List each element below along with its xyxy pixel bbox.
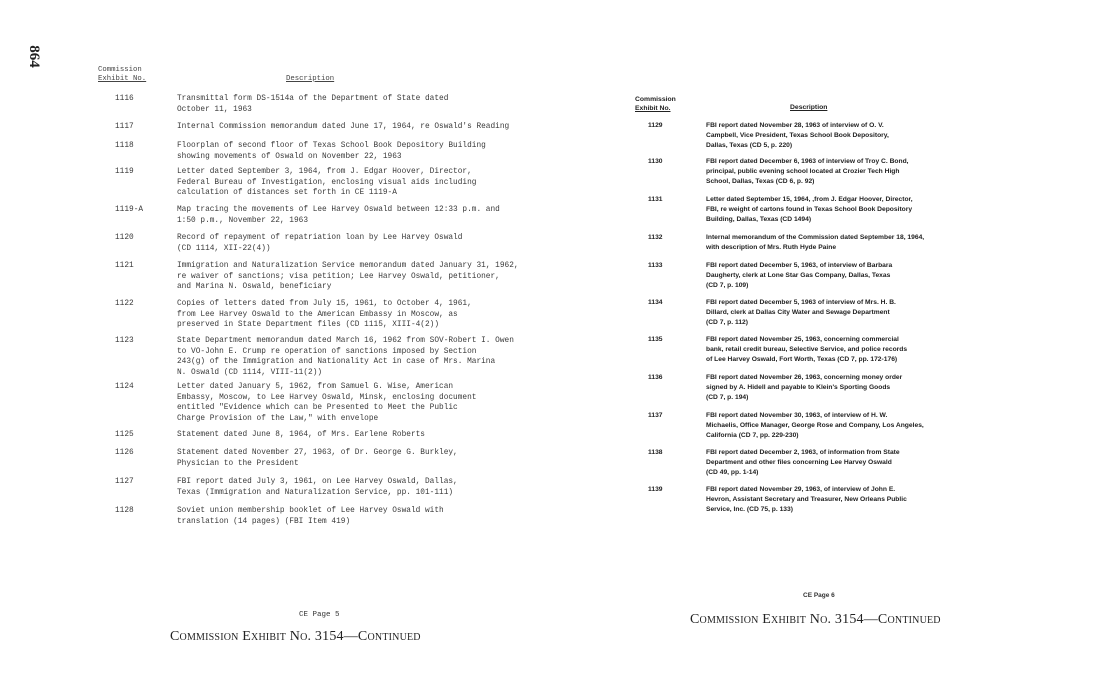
exhibit-description: Internal memorandum of the Commission dated September 18, 1964, with description of Mrs. Ruth Hyde Paine	[706, 234, 925, 252]
exhibit-number: 1137	[648, 412, 663, 419]
header-line-2: Exhibit No.	[98, 75, 147, 83]
right-footer-title: Commission Exhibit No. 3154—Continued	[690, 612, 941, 627]
header-line-2: Exhibit No.	[635, 105, 671, 112]
exhibit-number: 1124	[115, 383, 134, 391]
left-header-exhibit-no	[98, 66, 146, 84]
exhibit-number: 1134	[648, 299, 663, 306]
exhibit-description: Internal Commission memorandum dated June 17, 1964, re Oswald's Reading	[177, 123, 510, 131]
exhibit-number: 1119	[115, 168, 134, 176]
exhibit-description: Floorplan of second floor of Texas School Book Depository Building showing movements of Oswald on November 22, 1963	[177, 142, 486, 161]
exhibit-description: FBI report dated December 5, 1963, of interview of Barbara Daugherty, clerk at Lone Star Gas Company, Dallas, Texas (CD 7, p. 109)	[706, 262, 893, 290]
exhibit-description: FBI report dated November 28, 1963 of interview of O. V. Campbell, Vice President, Texas School Book Depository, Dallas, Texas (CD 5, p. 220)	[706, 122, 889, 150]
exhibit-number: 1121	[115, 262, 134, 270]
exhibit-number: 1123	[115, 337, 134, 345]
exhibit-number: 1139	[648, 486, 663, 493]
exhibit-number: 1120	[115, 234, 134, 242]
exhibit-number: 1117	[115, 123, 134, 131]
exhibit-number: 1119-A	[115, 206, 144, 214]
exhibit-description: Record of repayment of repatriation loan by Lee Harvey Oswald (CD 1114, XII-22(4))	[177, 234, 463, 253]
exhibit-number: 1128	[115, 507, 134, 515]
exhibit-number: 1135	[648, 336, 663, 343]
exhibit-description: Map tracing the movements of Lee Harvey Oswald between 12:33 p.m. and 1:50 p.m., November 22, 1963	[177, 206, 500, 225]
exhibit-number: 1118	[115, 142, 134, 150]
exhibit-number: 1127	[115, 478, 134, 486]
left-page-label: CE Page 5	[299, 611, 340, 619]
left-header-description: Description	[286, 75, 335, 83]
exhibit-description: FBI report dated November 25, 1963, concerning commercial bank, retail credit bureau, Selective Service, and police records of Lee Harvey Oswald, Fort Worth, Texas (CD 7, pp. 172-176)	[706, 336, 908, 364]
exhibit-number: 1133	[648, 262, 663, 269]
exhibit-description: FBI report dated July 3, 1961, on Lee Harvey Oswald, Dallas, Texas (Immigration and Naturalization Service, pp. 101-111)	[177, 478, 458, 497]
exhibit-number: 1131	[648, 196, 663, 203]
right-page-label: CE Page 6	[803, 592, 835, 599]
exhibit-description: FBI report dated December 2, 1963, of information from State Department and other files concerning Lee Harvey Oswald (CD 49, pp. 1-14)	[706, 449, 900, 477]
exhibit-description: FBI report dated November 29, 1963, of interview of John E. Hevron, Assistant Secretary and Treasurer, New Orleans Public Service, Inc. (CD 75, p. 133)	[706, 486, 907, 514]
exhibit-description: Letter dated September 3, 1964, from J. Edgar Hoover, Director, Federal Bureau of Investigation, enclosing visual aids including calculation of distances set forth in CE 1119-A	[177, 168, 477, 197]
right-header-exhibit-no	[635, 95, 676, 113]
exhibit-description: Transmittal form DS-1514a of the Department of State dated October 11, 1963	[177, 95, 449, 114]
exhibit-description: Soviet union membership booklet of Lee Harvey Oswald with translation (14 pages) (FBI Item 419)	[177, 507, 444, 526]
exhibit-number: 1116	[115, 95, 134, 103]
exhibit-description: FBI report dated November 26, 1963, concerning money order signed by A. Hidell and payable to Klein's Sporting Goods (CD 7, p. 194)	[706, 374, 903, 402]
exhibit-number: 1132	[648, 234, 663, 241]
exhibit-description: Copies of letters dated from July 15, 1961, to October 4, 1961, from Lee Harvey Oswald to the American Embassy in Moscow, as preserved in State Department files (CD 1115, XIII-4(2))	[177, 300, 472, 329]
exhibit-number: 1136	[648, 374, 663, 381]
exhibit-description: FBI report dated December 6, 1963 of interview of Troy C. Bond, principal, public evening school located at Crozier Tech High School, Dallas, Texas (CD 6, p. 92)	[706, 158, 909, 186]
exhibit-description: FBI report dated November 30, 1963, of interview of H. W. Michaelis, Office Manager, George Rose and Company, Los Angeles, California (CD 7, pp. 229-230)	[706, 412, 924, 440]
exhibit-description: Statement dated November 27, 1963, of Dr. George G. Burkley, Physician to the President	[177, 449, 458, 468]
exhibit-number: 1122	[115, 300, 134, 308]
exhibit-number: 1130	[648, 158, 663, 165]
left-footer-title: Commission Exhibit No. 3154—Continued	[170, 629, 421, 644]
right-header-description: Description	[790, 104, 828, 111]
exhibit-description: FBI report dated December 5, 1963 of interview of Mrs. H. B. Dillard, clerk at Dallas City Water and Sewage Department (CD 7, p. 112)	[706, 299, 896, 327]
header-line-1: Commission	[98, 66, 142, 74]
exhibit-number: 1126	[115, 449, 134, 457]
page-number: 864	[25, 45, 42, 68]
exhibit-description: Letter dated September 15, 1964, ,from J. Edgar Hoover, Director, FBI, re weight of cartons found in Texas School Book Depository Building, Dallas, Texas (CD 1494)	[706, 196, 913, 224]
exhibit-number: 1129	[648, 122, 663, 129]
exhibit-description: Immigration and Naturalization Service memorandum dated January 31, 1962, re waiver of sanctions; visa petition; Lee Harvey Oswald, petitioner, and Marina N. Oswald, beneficiary	[177, 262, 519, 291]
exhibit-description: Statement dated June 8, 1964, of Mrs. Earlene Roberts	[177, 431, 425, 439]
exhibit-description: State Department memorandum dated March 16, 1962 from SOV-Robert I. Owen to VO-John E. Crump re operation of sanctions imposed by Section 243(g) of the Immigration and Nationality Act in case of Mrs. Marina N. Oswald (CD 1114, VIII-11(2))	[177, 337, 514, 377]
exhibit-description: Letter dated January 5, 1962, from Samuel G. Wise, American Embassy, Moscow, to Lee Harvey Oswald, Minsk, enclosing document entitled "Evidence which can be Presented to Meet the Public Charge Provision of the Law," with envelope	[177, 383, 477, 423]
header-line-1: Commission	[635, 96, 676, 103]
exhibit-number: 1125	[115, 431, 134, 439]
exhibit-number: 1138	[648, 449, 663, 456]
